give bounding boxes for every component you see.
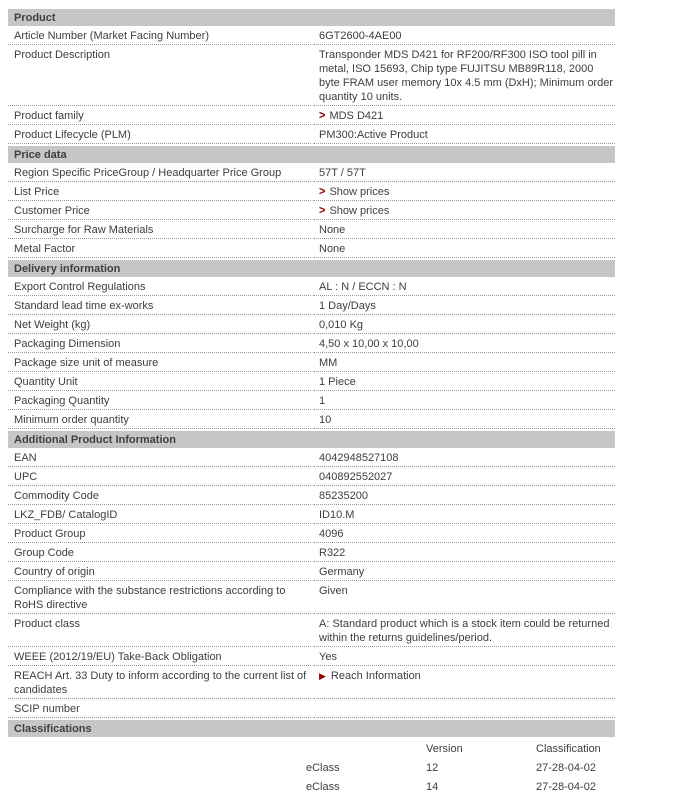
classifications-table-container	[8, 739, 615, 796]
classification-version-header: Version	[426, 743, 463, 755]
table-row	[8, 668, 615, 699]
row-label-upc: UPC	[8, 469, 311, 486]
row-label-weee-2012-19-eu: WEEE (2012/19/EU) Take-Back Obligation	[8, 649, 311, 666]
table-row	[8, 701, 615, 718]
row-label-product-group: Product Group	[8, 526, 311, 543]
chevron-right-icon: >	[319, 204, 326, 218]
table-row	[8, 317, 615, 334]
row-label-metal-factor: Metal Factor	[8, 241, 311, 258]
row-label-list-price: List Price	[8, 184, 311, 201]
row-value: R322	[313, 545, 615, 562]
row-value: 1 Day/Days	[313, 298, 615, 315]
row-value: 040892552027	[313, 469, 615, 486]
table-row	[8, 564, 615, 581]
customer-price-link[interactable]	[319, 205, 389, 217]
row-value: Germany	[313, 564, 615, 581]
row-value: PM300:Active Product	[313, 127, 615, 144]
classification-spacer	[300, 739, 420, 758]
table-row	[8, 127, 615, 144]
section-header-classifications: Classifications	[8, 720, 615, 737]
row-label-export-control-regulations: Export Control Regulations	[8, 279, 311, 296]
row-label-article-number-market-facing: Article Number (Market Facing Number)	[8, 28, 311, 45]
row-label-scip-number: SCIP number	[8, 701, 311, 718]
row-label-product-class: Product class	[8, 616, 311, 647]
chevron-right-icon: >	[319, 109, 326, 123]
table-row	[8, 28, 615, 45]
row-value	[313, 108, 615, 125]
row-label-package-size-unit-of: Package size unit of measure	[8, 355, 311, 372]
row-label-quantity-unit: Quantity Unit	[8, 374, 311, 391]
row-label-ean: EAN	[8, 450, 311, 467]
classification-spacer	[8, 739, 300, 758]
row-label-net-weight-kg: Net Weight (kg)	[8, 317, 311, 334]
row-label-commodity-code: Commodity Code	[8, 488, 311, 505]
row-value: 4,50 x 10,00 x 10,00	[313, 336, 615, 353]
row-value: Given	[313, 583, 615, 614]
row-value: 1 Piece	[313, 374, 615, 391]
row-value: 4096	[313, 526, 615, 543]
row-label-product-description: Product Description	[8, 47, 311, 106]
row-label-country-of-origin: Country of origin	[8, 564, 311, 581]
table-row	[8, 222, 615, 239]
row-label-group-code: Group Code	[8, 545, 311, 562]
classification-system: eClass	[306, 762, 340, 774]
table-row	[8, 355, 615, 372]
row-value: A: Standard product which is a stock item could be returned within the returns guidelines/period.	[313, 616, 615, 647]
classification-row	[8, 777, 615, 796]
table-row	[8, 469, 615, 486]
classification-code: 27-28-04-02	[536, 781, 596, 793]
table-row	[8, 47, 615, 106]
classifications-table	[8, 739, 615, 796]
table-row	[8, 203, 615, 220]
table-row	[8, 108, 615, 125]
product-family-link[interactable]	[319, 110, 383, 122]
row-label-region-specific-pricegroup-headquarter: Region Specific PriceGroup / Headquarter Price Group	[8, 165, 311, 182]
table-row	[8, 393, 615, 410]
row-value: None	[313, 241, 615, 258]
table-row	[8, 526, 615, 543]
row-label-lkz-fdb-catalogid: LKZ_FDB/ CatalogID	[8, 507, 311, 524]
row-value: ID10.M	[313, 507, 615, 524]
table-row	[8, 298, 615, 315]
table-row	[8, 649, 615, 666]
row-value: 4042948527108	[313, 450, 615, 467]
section-header-product: Product	[8, 9, 615, 26]
row-value: 57T / 57T	[313, 165, 615, 182]
row-label-packaging-dimension: Packaging Dimension	[8, 336, 311, 353]
link-label: MDS D421	[329, 110, 384, 122]
link-label: Show prices	[329, 205, 390, 217]
classification-spacer	[8, 777, 300, 796]
row-value	[313, 668, 615, 699]
classification-header-row	[8, 739, 615, 758]
table-row	[8, 507, 615, 524]
row-value: 6GT2600-4AE00	[313, 28, 615, 45]
classification-spacer	[8, 758, 300, 777]
triangle-right-icon: ▶	[319, 671, 326, 681]
row-value	[313, 203, 615, 220]
classification-code: 27-28-04-02	[536, 762, 596, 774]
section-header-price-data: Price data	[8, 146, 615, 163]
table-row	[8, 279, 615, 296]
table-row	[8, 616, 615, 647]
product-details-table	[6, 7, 617, 798]
classification-row	[8, 758, 615, 777]
link-label: Show prices	[329, 186, 390, 198]
table-row	[8, 583, 615, 614]
table-row	[8, 450, 615, 467]
row-label-customer-price: Customer Price	[8, 203, 311, 220]
classification-version: 12	[426, 762, 439, 774]
row-value: 1	[313, 393, 615, 410]
classification-system: eClass	[306, 781, 340, 793]
section-header-delivery-information: Delivery information	[8, 260, 615, 277]
row-value	[313, 184, 615, 201]
classification-code-header: Classification	[536, 743, 601, 755]
table-row	[8, 184, 615, 201]
table-row	[8, 488, 615, 505]
row-label-minimum-order-quantity: Minimum order quantity	[8, 412, 311, 429]
link-label: Reach Information	[330, 670, 421, 682]
table-row	[8, 241, 615, 258]
row-label-product-family: Product family	[8, 108, 311, 125]
row-value: Yes	[313, 649, 615, 666]
row-label-compliance-with-the-substance: Compliance with the substance restrictions according to RoHS directive	[8, 583, 311, 614]
list-price-link[interactable]	[319, 186, 389, 198]
table-row	[8, 336, 615, 353]
table-row	[8, 374, 615, 391]
row-label-reach-art-33-duty: REACH Art. 33 Duty to inform according to the current list of candidates	[8, 668, 311, 699]
row-value: 85235200	[313, 488, 615, 505]
row-value: MM	[313, 355, 615, 372]
row-value: Transponder MDS D421 for RF200/RF300 ISO tool pill in metal, ISO 15693, Chip type FUJITSU MB89R118, 2000 byte FRAM user memory 10x 4.5 mm (DxH); Minimum order quantity 10 units.	[313, 47, 615, 106]
section-header-additional-product-information: Additional Product Information	[8, 431, 615, 448]
row-label-packaging-quantity: Packaging Quantity	[8, 393, 311, 410]
row-value: 0,010 Kg	[313, 317, 615, 334]
table-row	[8, 165, 615, 182]
row-label-standard-lead-time-ex: Standard lead time ex-works	[8, 298, 311, 315]
product-details-table-body	[8, 9, 615, 796]
classification-version: 14	[426, 781, 439, 793]
table-row	[8, 412, 615, 429]
row-label-product-lifecycle-plm: Product Lifecycle (PLM)	[8, 127, 311, 144]
row-value: AL : N / ECCN : N	[313, 279, 615, 296]
row-value: None	[313, 222, 615, 239]
reach-art-33-duty-link[interactable]	[319, 670, 421, 682]
row-value: 10	[313, 412, 615, 429]
row-value	[313, 701, 615, 718]
table-row	[8, 545, 615, 562]
row-label-surcharge-for-raw-materials: Surcharge for Raw Materials	[8, 222, 311, 239]
chevron-right-icon: >	[319, 185, 326, 199]
